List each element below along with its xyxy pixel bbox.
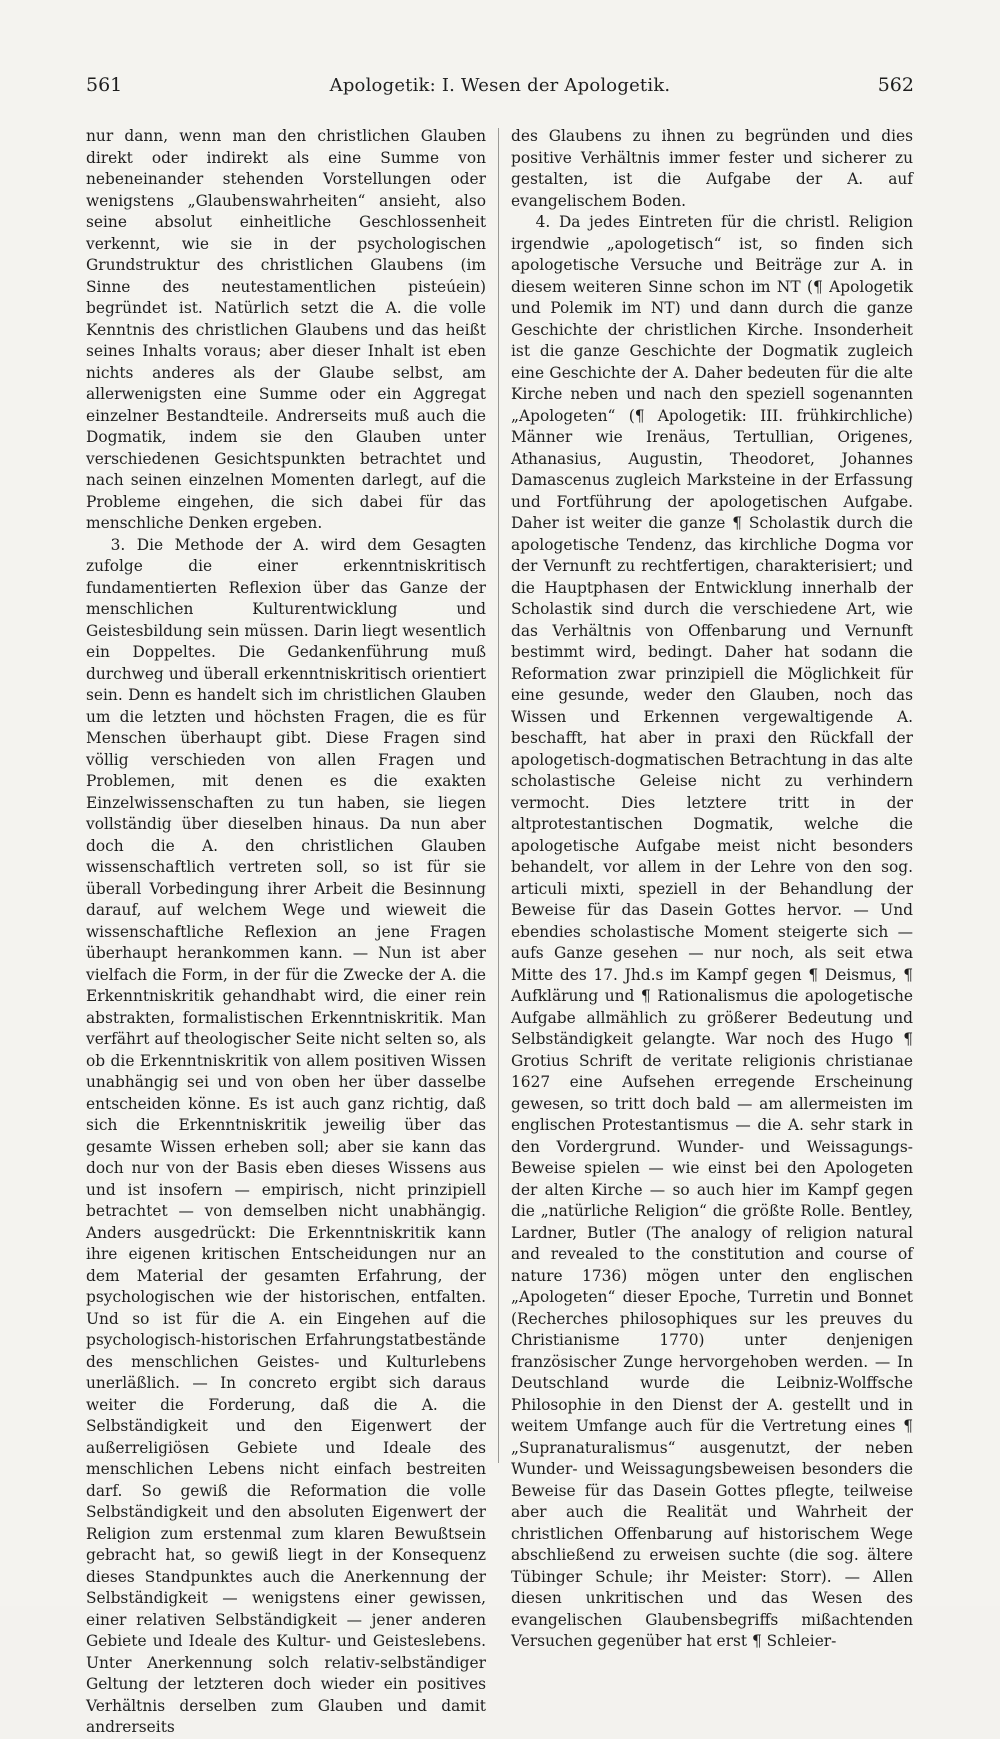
right-column bbox=[511, 126, 913, 1653]
left-column bbox=[86, 126, 486, 1739]
right-paragraph-2: 4. Da jedes Eintreten für die christl. Religion irgendwie „apologetisch“ ist, so finden sich apologetische Versuche und Beiträge zur A. in diesem weiteren Sinne schon im NT (¶ Apologetik und Polemik im NT) und dann durch die ganze Geschichte der christlichen Kirche. Insonderheit ist die ganze Geschichte der Dogmatik zugleich eine Geschichte der A. Daher bedeuten für die alte Kirche neben und nach den speziell sogenannten „Apologeten“ (¶ Apologetik: III. frühkirchliche) Männer wie Irenäus, Tertullian, Origenes, Athanasius, Augustin, Theodoret, Johannes Damascenus zugleich Marksteine in der Erfassung und Fortführung der apologetischen Aufgabe. Daher ist weiter die ganze ¶ Scholastik durch die apologetische Tendenz, das kirchliche Dogma vor der Vernunft zu rechtfertigen, charakterisiert; und die Hauptphasen der Entwicklung innerhalb der Scholastik sind durch die verschiedene Art, wie das Verhältnis von Offenbarung und Vernunft bestimmt wird, bedingt. Daher hat sodann die Reformation zwar prinzipiell die Möglichkeit für eine gesunde, weder den Glauben, noch das Wissen und Erkennen vergewaltigende A. beschafft, hat aber in praxi den Rückfall der apologetisch-dogmatischen Betrachtung in das alte scholastische Geleise nicht zu verhindern vermocht. Dies letztere tritt in der altprotestantischen Dogmatik, welche die apologetische Aufgabe meist nicht besonders behandelt, vor allem in der Lehre von den sog. articuli mixti, speziell in der Behandlung der Beweise für das Dasein Gottes hervor. — Und ebendies scholastische Moment steigerte sich — aufs Ganze gesehen — nur noch, als seit etwa Mitte des 17. Jhd.s im Kampf gegen ¶ Deismus, ¶ Aufklärung und ¶ Rationalismus die apologetische Aufgabe allmählich zu größerer Bedeutung und Selbständigkeit gelangte. War noch des Hugo ¶ Grotius Schrift de veritate religionis christianae 1627 eine Aufsehen erregende Erscheinung gewesen, so tritt doch bald — am allermeisten im englischen Protestantismus — die A. sehr stark in den Vordergrund. Wunder- und Weissagungs-Beweise spielen — wie einst bei den Apologeten der alten Kirche — so auch hier im Kampf gegen die „natürliche Religion“ die größte Rolle. Bentley, Lardner, Butler (The analogy of religion natural and revealed to the constitution and course of nature 1736) mögen unter den englischen „Apologeten“ dieser Epoche, Turretin und Bonnet (Recherches philosophiques sur les preuves du Christianisme 1770) unter denjenigen französischer Zunge hervorgehoben werden. — In Deutschland wurde die Leibniz-Wolffsche Philosophie in den Dienst der A. gestellt und in weitem Umfange auch für die Vertretung eines ¶ „Supranaturalismus“ ausgenutzt, der neben Wunder- und Weissagungsbeweisen besonders die Beweise für das Dasein Gottes pflegte, teilweise aber auch die Realität und Wahrheit der christlichen Offenbarung auf historischem Wege abschließend zu erweisen suchte (die sog. ältere Tübinger Schule; ihr Meister: Storr). — Allen diesen unkritischen und das Wesen des evangelischen Glaubensbegriffs mißachtenden Versuchen gegenüber hat erst ¶ Schleier- bbox=[511, 213, 913, 1650]
page-number-left: 561 bbox=[86, 74, 123, 96]
page-number-right: 562 bbox=[877, 74, 914, 96]
right-paragraph-1: des Glaubens zu ihnen zu begründen und dies positive Verhältnis immer fester und sicherer zu gestalten, ist die Aufgabe der A. auf evangelischem Boden. bbox=[511, 127, 913, 210]
column-divider bbox=[498, 128, 499, 1463]
page-header bbox=[86, 74, 914, 108]
left-paragraph-2: 3. Die Methode der A. wird dem Gesagten zufolge die einer erkenntniskritisch fundamentierten Reflexion über das Ganze der menschlichen Kulturentwicklung und Geistesbildung sein müssen. Darin liegt wesentlich ein Doppeltes. Die Gedankenführung muß durchweg und überall erkenntniskritisch orientiert sein. Denn es handelt sich im christlichen Glauben um die letzten und höchsten Fragen, die es für Menschen überhaupt gibt. Diese Fragen sind völlig verschieden von allen Fragen und Problemen, mit denen es die exakten Einzelwissenschaften zu tun haben, sie liegen vollständig über dieselben hinaus. Da nun aber doch die A. den christlichen Glauben wissenschaftlich vertreten soll, so ist für sie überall Vorbedingung ihrer Arbeit die Besinnung darauf, auf welchem Wege und wieweit die wissenschaftliche Reflexion an jene Fragen überhaupt herankommen kann. — Nun ist aber vielfach die Form, in der für die Zwecke der A. die Erkenntniskritik gehandhabt wird, die einer rein abstrakten, formalistischen Erkenntniskritik. Man verfährt auf theologischer Seite nicht selten so, als ob die Erkenntniskritik von allem positiven Wissen unabhängig sei und von oben her über dasselbe entscheiden könne. Es ist auch ganz richtig, daß sich die Erkenntniskritik jeweilig über das gesamte Wissen erheben soll; aber sie kann das doch nur von der Basis eben dieses Wissens aus und ist insofern — empirisch, nicht prinzipiell betrachtet — von demselben nicht unabhängig. Anders ausgedrückt: Die Erkenntniskritik kann ihre eigenen kritischen Entscheidungen nur an dem Material der gesamten Erfahrung, der psychologischen wie der historischen, entfalten. Und so ist für die A. ein Eingehen auf die psychologisch-historischen Erfahrungstatbestände des menschlichen Geistes- und Kulturlebens unerläßlich. — In concreto ergibt sich daraus weiter die Forderung, daß die A. die Selbständigkeit und den Eigenwert der außerreligiösen Gebiete und Ideale des menschlichen Lebens nicht einfach bestreiten darf. So gewiß die Reformation die volle Selbständigkeit und den absoluten Eigenwert der Religion zum erstenmal zum klaren Bewußtsein gebracht hat, so gewiß liegt in der Konsequenz dieses Standpunktes auch die Anerkennung der Selbständigkeit — wenigstens einer gewissen, einer relativen Selbständigkeit — jener anderen Gebiete und Ideale des Kultur- und Geisteslebens. Unter Anerkennung solch relativ-selbständiger Geltung der letzteren doch wieder ein positives Verhältnis derselben zum Glauben und damit andrerseits bbox=[86, 535, 486, 1736]
left-paragraph-1: nur dann, wenn man den christlichen Glauben direkt oder indirekt als eine Summe von nebeneinander stehenden Vorstellungen oder wenigstens „Glaubenswahrheiten“ ansieht, also seine absolut einheitliche Geschlossenheit verkennt, wie sie in der psychologischen Grundstruktur des christlichen Glaubens (im Sinne des neutestamentlichen pisteúein) begründet ist. Natürlich setzt die A. die volle Kenntnis des christlichen Glaubens und das heißt seines Inhalts voraus; aber dieser Inhalt ist eben nichts anderes als der Glaube selbst, am allerwenigsten eine Summe oder ein Aggregat einzelner Bestandteile. Andrerseits muß auch die Dogmatik, indem sie den Glauben unter verschiedenen Gesichtspunkten betrachtet und nach seinen einzelnen Momenten darlegt, auf die Probleme eingehen, die sich dabei für das menschliche Denken ergeben. bbox=[86, 127, 486, 532]
running-title: Apologetik: I. Wesen der Apologetik. bbox=[329, 75, 671, 96]
